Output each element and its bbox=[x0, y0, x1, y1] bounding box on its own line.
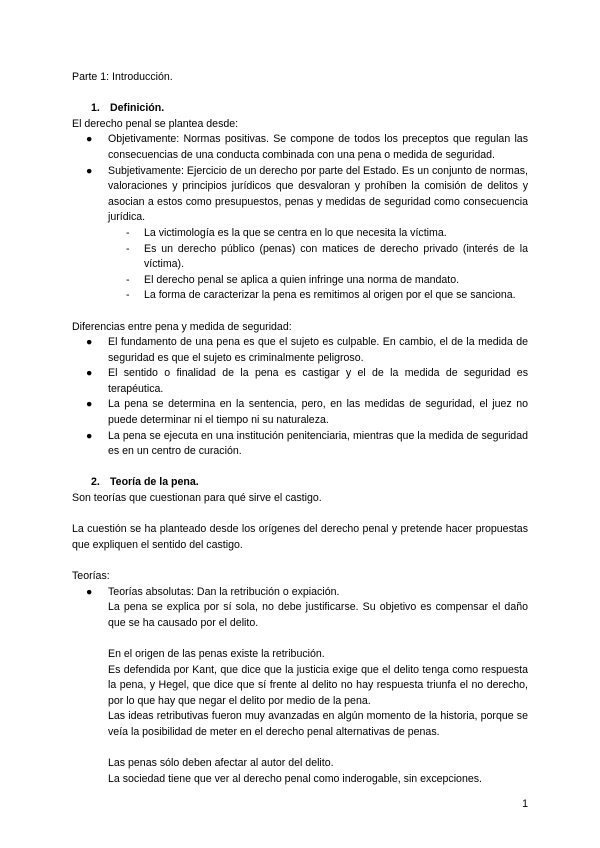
bullet-icon: ● bbox=[86, 398, 93, 411]
section-2-intro: Son teorías que cuestionan para qué sirve el castigo. bbox=[72, 492, 322, 505]
section-2-title: Teoría de la pena. bbox=[110, 476, 199, 489]
section-1-title: Definición. bbox=[110, 102, 165, 115]
differences-list bbox=[72, 335, 528, 460]
section-2-number: 2. bbox=[91, 476, 100, 489]
list-item: ● El fundamento de una pena es que el sujeto es culpable. En cambio, el de la medida de seguridad es que el sujeto es criminalmente peligroso. bbox=[86, 336, 528, 364]
list-item: ● La pena se ejecuta en una institución penitenciaria, mientras que la medida de seguridad es en un centro de curación. bbox=[86, 429, 528, 458]
dash-icon: - bbox=[126, 226, 130, 239]
page-number: 1 bbox=[522, 798, 528, 810]
paragraph: La pena se explica por sí sola, no debe justificarse. Su objetivo es compensar el daño que se ha causado por el delito. bbox=[108, 601, 528, 629]
section-2-heading bbox=[72, 475, 528, 491]
bullet-icon: ● bbox=[86, 336, 93, 349]
section-1-heading bbox=[72, 101, 528, 117]
section-1-intro: El derecho penal se plantea desde: bbox=[72, 117, 239, 130]
bullet-icon: ● bbox=[86, 585, 93, 598]
sub-list-item: - La forma de caracterizar la pena es remitimos al origen por el que se sanciona. bbox=[108, 288, 528, 304]
section-2-paragraph: La cuestión se ha planteado desde los orígenes del derecho penal y pretende hacer propuestas que expliquen el sentido del castigo. bbox=[72, 523, 528, 551]
sub-list-item: - El derecho penal se aplica a quien infringe una norma de mandato. bbox=[108, 273, 528, 289]
list-item: ● El sentido o finalidad de la pena es castigar y el de la medida de seguridad es terapéutica. bbox=[86, 367, 528, 395]
paragraph: Las ideas retributivas fueron muy avanzadas en algún momento de la historia, porque se veía la posibilidad de meter en el derecho penal alternativas de penas. bbox=[108, 710, 528, 738]
list-item: ● Subjetivamente: Ejercicio de un derecho por parte del Estado. Es un conjunto de normas, valoraciones y principios jurídicos que desvaloran y prohíben la comisión de delitos y asocian a estos como presupuestos, penas y medidas de seguridad como consecuencia jurídica. - La victimología es la que se centra en lo que necesita la víctima. - Es un derecho público (penas) con matices de derecho privado (interés de la víctima). - El derecho penal se aplica a quien infringe una norma de mandato. - La forma de caracterizar la pena es remitimos al origen por el que se sanciona. bbox=[72, 164, 528, 304]
paragraph: Es defendida por Kant, que dice que la justicia exige que el delito tenga como respuesta la pena, y Hegel, que dice que sí frente al delito no hay respuesta triunfa el no derecho, por lo que hay que negar el delito por medio de la pena. bbox=[108, 663, 528, 707]
sub-list-item: - Es un derecho público (penas) con matices de derecho privado (interés de la víctima). bbox=[126, 242, 528, 271]
sub-list-item: - La victimología es la que se centra en lo que necesita la víctima. bbox=[108, 226, 528, 242]
theories-label: Teorías: bbox=[72, 570, 110, 582]
paragraph: La sociedad tiene que ver al derecho penal como inderogable, sin excepciones. bbox=[108, 772, 482, 785]
dash-icon: - bbox=[126, 289, 130, 302]
absolute-theories-title: Teorías absolutas: Dan la retribución o expiación. bbox=[108, 585, 340, 598]
list-item: ● La pena se determina en la sentencia, pero, en las medidas de seguridad, el juez no puede determinar ni el tiempo ni su naturaleza. bbox=[86, 398, 528, 427]
definition-list bbox=[72, 132, 528, 304]
bullet-icon: ● bbox=[86, 367, 93, 380]
differences-intro: Diferencias entre pena y medida de seguridad: bbox=[72, 320, 292, 333]
dash-icon: - bbox=[126, 242, 130, 255]
list-item bbox=[72, 585, 528, 601]
part-title: Parte 1: Introducción. bbox=[72, 71, 173, 83]
dash-icon: - bbox=[126, 273, 130, 286]
bullet-icon: ● bbox=[86, 164, 93, 177]
paragraph: En el origen de las penas existe la retribución. bbox=[108, 647, 325, 660]
list-item: ● Objetivamente: Normas positivas. Se compone de todos los preceptos que regulan las consecuencias de una conducta combinada con una pena o medida de seguridad. bbox=[86, 133, 528, 161]
bullet-icon: ● bbox=[86, 133, 93, 146]
paragraph: Las penas sólo deben afectar al autor del delito. bbox=[108, 757, 334, 770]
theories-list bbox=[72, 585, 528, 601]
definition-sublist bbox=[108, 226, 528, 304]
section-1-number: 1. bbox=[91, 102, 100, 115]
absolute-theories-body bbox=[72, 600, 528, 787]
page-content bbox=[72, 70, 528, 787]
bullet-icon: ● bbox=[86, 429, 93, 442]
